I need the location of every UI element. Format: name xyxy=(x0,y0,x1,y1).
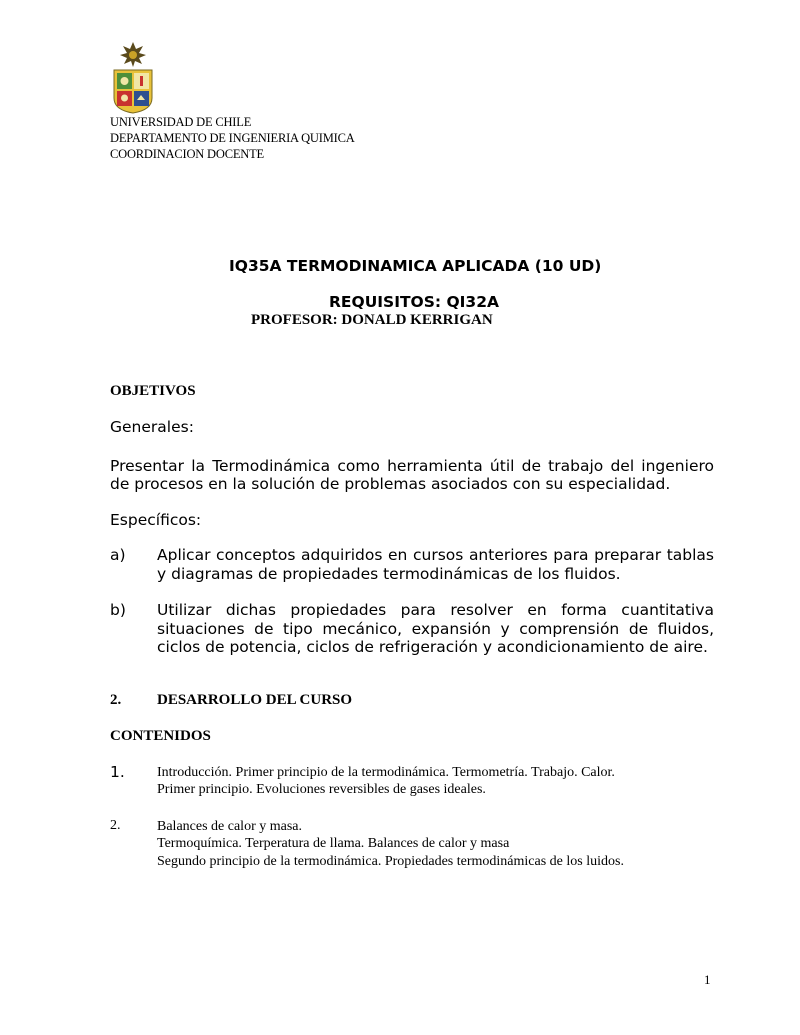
course-professor: PROFESOR: DONALD KERRIGAN xyxy=(251,312,493,328)
specific-objective-marker: b) xyxy=(110,601,126,619)
specific-objective-text: Utilizar dichas propiedades para resolver en forma cuantitativa situaciones de tipo mecánico, expansión y comprensión de fluidos, ciclos de potencia, ciclos de refrigeración y acondicionamiento de aire. xyxy=(157,601,714,656)
specific-objectives-label: Específicos: xyxy=(110,511,202,529)
institution-department: DEPARTAMENTO DE INGENIERIA QUIMICA xyxy=(110,131,355,145)
content-line: Segundo principio de la termodinámica. Propiedades termodinámicas de los luidos. xyxy=(157,854,624,869)
content-line: Balances de calor y masa. xyxy=(157,819,302,834)
objectives-heading: OBJETIVOS xyxy=(110,383,196,399)
general-objectives-label: Generales: xyxy=(110,418,194,436)
page-number: 1 xyxy=(704,972,711,987)
specific-objective-marker: a) xyxy=(110,546,126,564)
content-line: Introducción. Primer principio de la termodinámica. Termometría. Trabajo. Calor. xyxy=(157,765,615,780)
university-crest-logo xyxy=(108,40,158,114)
content-item-marker: 2. xyxy=(110,818,121,833)
course-title: IQ35A TERMODINAMICA APLICADA (10 UD) xyxy=(229,257,602,275)
development-number: 2. xyxy=(110,692,122,708)
general-objectives-text: Presentar la Termodinámica como herramienta útil de trabajo del ingeniero de procesos en la solución de problemas asociados con su especialidad. xyxy=(110,457,714,493)
content-item-marker: 1. xyxy=(110,763,125,781)
star-icon xyxy=(120,42,146,67)
course-requisites: REQUISITOS: QI32A xyxy=(329,293,500,311)
development-heading: DESARROLLO DEL CURSO xyxy=(157,692,353,708)
contents-heading: CONTENIDOS xyxy=(110,728,211,744)
content-line: Primer principio. Evoluciones reversibles de gases ideales. xyxy=(157,782,486,797)
institution-coordination: COORDINACION DOCENTE xyxy=(110,147,264,161)
specific-objective-text: Aplicar conceptos adquiridos en cursos anteriores para preparar tablas y diagramas de propiedades termodinámicas de los fluidos. xyxy=(157,546,714,583)
content-line: Termoquímica. Terperatura de llama. Balances de calor y masa xyxy=(157,836,510,851)
institution-university: UNIVERSIDAD DE CHILE xyxy=(110,115,252,129)
